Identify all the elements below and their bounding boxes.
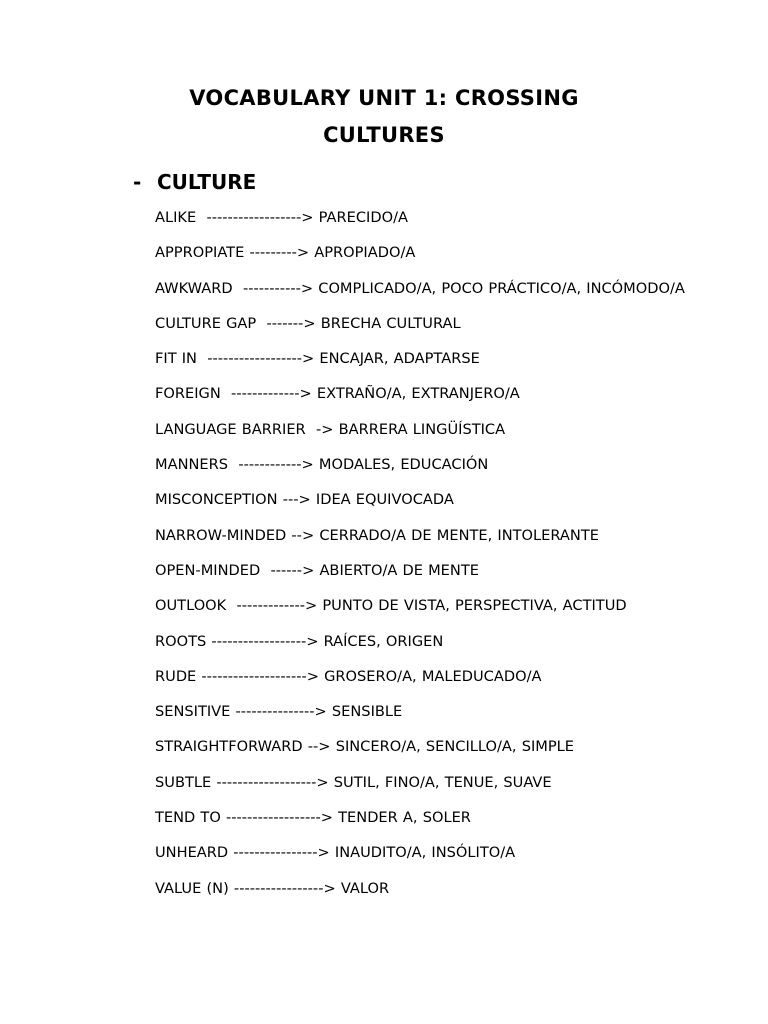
vocabulary-entry bbox=[133, 452, 693, 478]
vocabulary-definition: TENDER A, SOLER bbox=[338, 809, 471, 827]
arrow-separator: ------------> bbox=[228, 456, 319, 474]
arrow-separator: --------------------> bbox=[196, 667, 325, 685]
vocabulary-definition: INAUDITO/A, INSÓLITO/A bbox=[334, 844, 516, 862]
vocabulary-entry bbox=[133, 770, 693, 796]
arrow-separator: ------------------> bbox=[206, 632, 324, 650]
vocabulary-definition: GROSERO/A, MALEDUCADO/A bbox=[324, 667, 542, 685]
vocabulary-term: MANNERS bbox=[155, 456, 229, 474]
arrow-separator: ---> bbox=[277, 491, 316, 509]
vocabulary-entry bbox=[133, 523, 693, 549]
arrow-separator: --> bbox=[286, 526, 320, 544]
arrow-separator: ------------------> bbox=[196, 350, 320, 368]
arrow-separator: -> bbox=[305, 420, 339, 438]
vocabulary-term: SUBTLE bbox=[155, 773, 212, 791]
vocabulary-entry bbox=[133, 240, 693, 266]
vocabulary-term: OPEN-MINDED bbox=[155, 561, 261, 579]
vocabulary-entry bbox=[133, 346, 693, 372]
vocabulary-definition: EXTRAÑO/A, EXTRANJERO/A bbox=[316, 385, 520, 403]
arrow-separator: ---------------> bbox=[230, 703, 332, 721]
vocabulary-entry bbox=[133, 805, 693, 831]
vocabulary-definition: CERRADO/A DE MENTE, INTOLERANTE bbox=[319, 526, 599, 544]
vocabulary-term: STRAIGHTFORWARD bbox=[155, 738, 303, 756]
vocabulary-term: LANGUAGE BARRIER bbox=[155, 420, 306, 438]
vocabulary-entry bbox=[133, 734, 693, 760]
vocabulary-entry bbox=[133, 311, 693, 337]
section-bullet: - bbox=[133, 170, 142, 194]
vocabulary-term: APPROPIATE bbox=[155, 244, 245, 262]
arrow-separator: ------------------> bbox=[220, 809, 339, 827]
vocabulary-definition: PUNTO DE VISTA, PERSPECTIVA, ACTITUD bbox=[322, 597, 627, 615]
vocabulary-definition: SENSIBLE bbox=[331, 703, 403, 721]
vocabulary-definition: PARECIDO/A bbox=[318, 209, 408, 226]
vocabulary-entry bbox=[133, 629, 693, 655]
vocabulary-entry bbox=[133, 593, 693, 619]
vocabulary-definition: IDEA EQUIVOCADA bbox=[315, 491, 454, 509]
vocabulary-term: SENSITIVE bbox=[155, 703, 231, 721]
vocabulary-term: UNHEARD bbox=[155, 844, 229, 862]
vocabulary-definition: BRECHA CULTURAL bbox=[320, 314, 461, 332]
vocabulary-definition: RAÍCES, ORIGEN bbox=[323, 632, 444, 650]
arrow-separator: ------------------> bbox=[196, 209, 319, 226]
vocabulary-term: OUTLOOK bbox=[155, 597, 227, 615]
vocabulary-definition: COMPLICADO/A, POCO PRÁCTICO/A, INCÓMODO/A bbox=[318, 279, 685, 297]
vocabulary-entry bbox=[133, 205, 693, 231]
vocabulary-definition: APROPIADO/A bbox=[314, 244, 416, 262]
vocabulary-definition: VALOR bbox=[340, 879, 390, 897]
arrow-separator: --> bbox=[302, 738, 336, 756]
vocabulary-entry bbox=[133, 381, 693, 407]
vocabulary-definition: MODALES, EDUCACIÓN bbox=[318, 456, 489, 474]
vocabulary-entry bbox=[133, 487, 693, 513]
vocabulary-definition: SUTIL, FINO/A, TENUE, SUAVE bbox=[333, 773, 552, 791]
vocabulary-entry bbox=[133, 664, 693, 690]
vocabulary-term: MISCONCEPTION bbox=[155, 491, 278, 509]
vocabulary-entry bbox=[133, 699, 693, 725]
vocabulary-list bbox=[133, 205, 693, 911]
page-title-line-1: VOCABULARY UNIT 1: CROSSING bbox=[189, 86, 579, 110]
vocabulary-term: ROOTS bbox=[155, 632, 207, 650]
vocabulary-term: CULTURE GAP bbox=[155, 314, 257, 332]
vocabulary-term: NARROW-MINDED bbox=[155, 526, 287, 544]
vocabulary-term: FIT IN bbox=[155, 350, 197, 368]
vocabulary-term: RUDE bbox=[155, 667, 197, 685]
vocabulary-definition: BARRERA LINGÜÍSTICA bbox=[338, 420, 506, 438]
vocabulary-entry bbox=[133, 558, 693, 584]
arrow-separator: -----------> bbox=[232, 279, 319, 297]
vocabulary-definition: ENCAJAR, ADAPTARSE bbox=[319, 350, 480, 368]
section-heading-text: CULTURE bbox=[157, 170, 257, 194]
vocabulary-term: FOREIGN bbox=[155, 385, 221, 403]
vocabulary-term: ALIKE bbox=[155, 209, 197, 226]
vocabulary-term: TEND TO bbox=[155, 809, 221, 827]
vocabulary-entry bbox=[133, 876, 693, 902]
section-heading bbox=[133, 170, 256, 194]
vocabulary-term: VALUE (N) bbox=[155, 879, 229, 897]
arrow-separator: -------------> bbox=[226, 597, 323, 615]
arrow-separator: -------------> bbox=[220, 385, 317, 403]
arrow-separator: -------------------> bbox=[211, 773, 334, 791]
vocabulary-entry bbox=[133, 417, 693, 443]
vocabulary-entry bbox=[133, 840, 693, 866]
arrow-separator: ------> bbox=[260, 561, 320, 579]
page-title-line-2: CULTURES bbox=[323, 123, 445, 147]
vocabulary-entry bbox=[133, 276, 693, 302]
vocabulary-definition: SINCERO/A, SENCILLO/A, SIMPLE bbox=[335, 738, 574, 756]
vocabulary-term: AWKWARD bbox=[155, 279, 233, 297]
arrow-separator: -------> bbox=[256, 314, 321, 332]
arrow-separator: ---------> bbox=[244, 244, 315, 262]
vocabulary-definition: ABIERTO/A DE MENTE bbox=[319, 561, 479, 579]
arrow-separator: -----------------> bbox=[228, 879, 341, 897]
arrow-separator: ----------------> bbox=[228, 844, 335, 862]
